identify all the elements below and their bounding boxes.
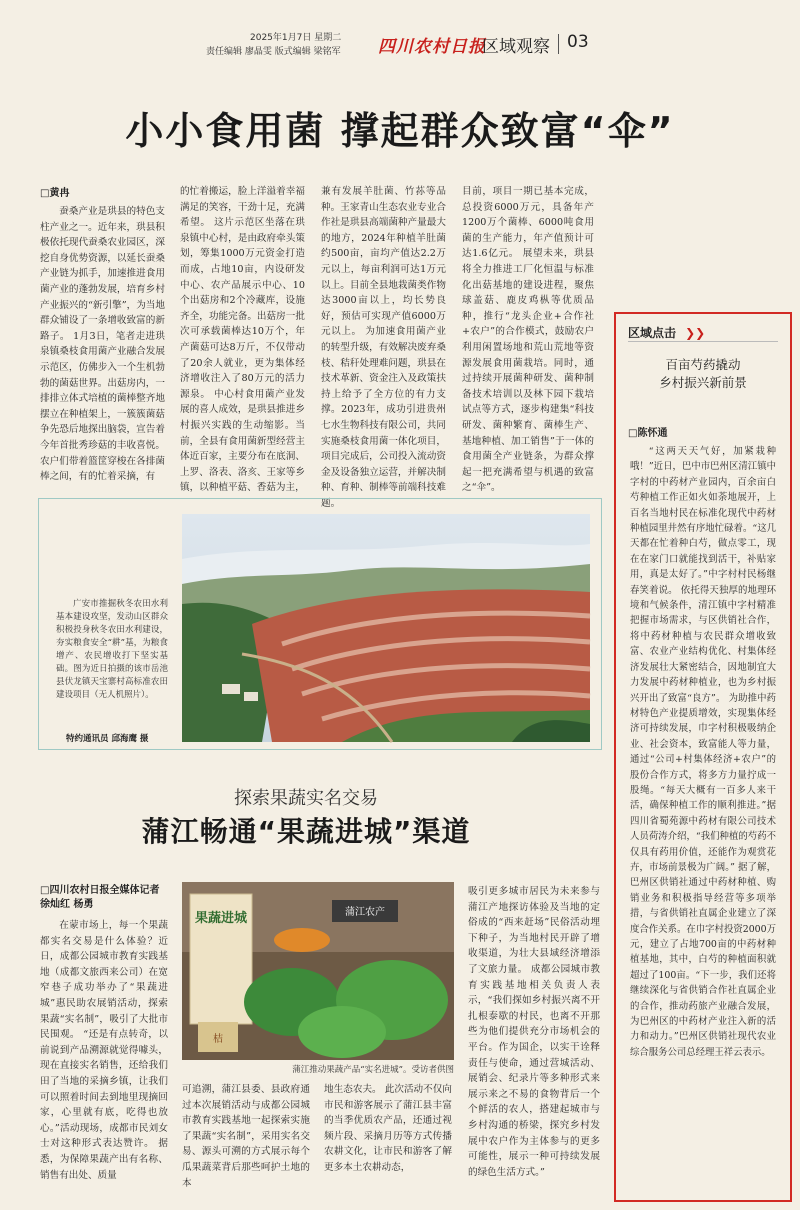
double-chevron-icon: ❯❯: [685, 326, 706, 340]
article1-col3: [321, 184, 446, 509]
article2-col4: [468, 884, 600, 1200]
article2-kicker: 探索果蔬实名交易: [234, 788, 378, 809]
article2-col2-text: 可追溯，蒲江县委、县政府通过本次展销活动与成都公园城市教育实践基地一起探索实施了果蔬“实名制”，采用实名交易、源头可溯的方式展示每个瓜果蔬菜背后那些呵护土地的本: [182, 1084, 310, 1189]
photo1-image: [182, 514, 590, 742]
photo1-caption-box: [56, 598, 168, 702]
article1-col2-text: 的忙着搬运，脸上洋溢着幸福满足的笑容，干劲十足，充满希望。 这片示范区坐落在珙泉镇中心村，是由政府牵头策划，筹集1000万元资金打造而成，占地10亩，内设研发中心、农产品展示中心、10个出菇房和2个冷藏库，设施齐全，功能完备。出菇房一批次可承载菌棒达10万个，年产菌菇可达8万斤，不仅带动了20余人就业，更为集体经济增收注入了80万元的活力源泉。 中心村食用菌产业发展的喜人成效，是珙县推进乡村振兴实践的生动缩影。当前，全县有食用菌新型经营主体近百家，主要分布在底洞、上罗、洛表、洛亥、王家等乡镇，以种植平菇、香菇为主，: [180, 186, 305, 494]
photo1-house-2: [244, 692, 258, 701]
photo2-banner-text: 果蔬进城: [194, 911, 248, 926]
sidebar-title-line1: 百亩芍药撬动: [665, 357, 741, 372]
article1-col3-text: 兼有发展羊肚菌、竹荪等品种。王家青山生态农业专业合作社是珙县高端菌种产量最大的地方，2024年种植羊肚菌约500亩，亩均产值达2.2万元以上，每亩利润可达1万元以上。目前全县地栽菌类作物达3000亩以上，均长势良好，预估可实现产值6000万元以上。 为加速食用菌产业的转型升级，有效解决废弃桑枝、秸秆处理难问题，珙县在技术革新、资金注入及政策扶持上给予了全方位的有力支撑。2023年，成功引进贵州七水生物科技有限公司，共同实施桑枝食用菌一体化项目，项目完成后，公司投入流动资金及设备独立运营，并解决制种、育种、制棒等前端科技难题。: [321, 186, 446, 509]
sidebar-tag-rule: [628, 341, 778, 342]
page-number: 03: [567, 32, 589, 52]
article2-col1-text: 在蒙市场上，每一个果蔬都实名交易是什么体验？近日，成都公园城市教育实践基地（成都文旅西来公司）在宽窄巷子成功举办了“果蔬进城”惠民助农展销活动，探索果蔬“实名制”，吸引了大批市民围观。 “还是有点转奇，以前说到产品溯源就觉得噱头，现在直接实名销售，还给我们田了当地的采摘乡镇，让我们可以照着时间去到地里现摘回家，心里就有底，吃得也放心。”活动现场，成都市民刘女士对这种形式表达赞许。 据悉，为保障果蔬产出有名称、销售有出处、质量: [40, 920, 168, 1181]
article1-col4: [462, 184, 594, 494]
editor-line: 责任编辑 廖晶雯 版式编辑 梁铭军: [206, 47, 341, 57]
article2-col2: [182, 1082, 310, 1189]
photo2-produce-basket: [274, 928, 330, 952]
headline-main: 小小食用菌 撑起群众致富“伞”: [125, 109, 675, 153]
masthead-divider: [558, 34, 559, 54]
article1-col4-text: 目前，项目一期已基本完成，总投资6000万元，具备年产1200万个菌棒、6000吨食用菌的生产能力，年产值预计可达1.6亿元。 展望未来，珙县将全力推进工厂化恒温与标准化出菇基地的建设进程，聚焦球盖菇、鹿皮鸡枞等优质品种，推行“龙头企业+合作社+农户”的合作模式，鼓励农户利用闲置场地和荒山荒地等资源发展食用菌栽培。同时，通过持续开展菌种研发、菌种制备技术培训以及林下园下栽培试点等方式，逐步构建集“科技研发、菌种繁育、菌棒生产、基地种植、加工销售”于一体的食用菌全产业链条，为群众撑起一把充满希望与机遇的致富之“伞”。: [462, 186, 594, 494]
article1-col1-text: 蚕桑产业是珙县的特色支柱产业之一。近年来，珙县积极依托现代蚕桑农业园区，深挖自身优势资源，以延长蚕桑产业链为抓手，加速推进食用菌产业的蓬勃发展，培育乡村产业振兴的“新引擎”，为当地群众铺设了一条增收致富的新路子。 1月3日，笔者走进珙泉镇桑枝食用菌产业融合发展示范区，仿佛步入一个生机勃勃的菌菇世界。出菇房内，一排排立体式培植的菌棒整齐地摆立在种植架上，一簇簇菌菇争先恐后地探出脑袋，宣告着今年首批秀珍菇的丰收喜悦。农户们带着篮筐穿梭在各排菌棒之间，有的忙着采摘，有: [40, 206, 165, 483]
article1-byline: □黄冉: [40, 188, 70, 199]
section-name: 区域观察: [482, 37, 550, 57]
sidebar-body-text: “这两天天气好，加紧栽种哦！”近日，巴中市巴州区清江镇中字村的中药材产业园内，百余亩白芍种植工作正如火如荼地展开，上百名当地村民在标准化现代中药材种植园里井然有序地忙碌着。“这几天都在忙着种白芍，做点零工，现在在家门口就能找到活干，补贴家用，真是太好了。”中字村村民杨继春笑着说。 依托得天独厚的地理环境和气候条件，清江镇中字村精准把握市场需求，与区供销社合作，将中药材种植与农民群众增收致富、农业产业结构优化、村集体经济发展壮大紧密结合，因地制宜大力发展中药材种植业，也为乡村振兴开出了致富“良方”。 为助推中药材特色产业提质增效，实现集体经济可持续发展，巾字村积极吸纳企业、社会资本，致富能人等力量，通过“公司+村集体经济+农户”的股份合作方式，将多方力量拧成一股绳。“每天大概有一百多人来干活，确保种植工作的顺利推进。”据四川省蜀苑源中药材有限公司技术人员荷涛介绍，“我们种植的芍药不仅具有药用价值，还能作为观赏花卉，市场前景极为广阔。” 据了解，巴州区供销社通过中药材种植、购销业务和积极指导经营等多项举措，与省供销社直属企业建立了深度合作关系。在巾字村投资2000万元，建立了占地700亩的中药材种植基地，其中，白芍的种植面积就超过了100亩。“下一步，我们还将继续深化与省供销合作社直属企业的合作，推动药旅产业融合发展，为巴州区的中药材产业注入新的活力和动力。”巴州区供销社现代农业综合服务公司总经理王祥云表示。: [630, 446, 776, 1058]
photo2-image: [182, 882, 454, 1060]
photo2-caption: 蒲江推动果蔬产品“实名进城”。受访者供图: [292, 1065, 454, 1075]
sidebar-body: [630, 444, 776, 1192]
article2-col4-text: 吸引更多城市居民为未来参与蒲江产地探访体验及当地的定俗成的“西来赶场”民俗活动埋下种子，为当地村民开辟了增收渠道，为壮大县域经济增添了文旅力量。 成都公园城市教育实践基地相关负责人表示，“我们探如乡村振兴离不开扎根泰歇的村民，也离不开那些为他们提供充分市场机会的平台。作为国企，以实干诠释责任与使命，通过营城活动、展销会、纪录片等多种形式来展示来之不易的食物背后一个个鲜活的农人，搭建起城市与乡村沟通的桥梁，探究乡村发展中农户作为主体参与的更多可能性，展示一种可持续发展的绿色生活方式。”: [468, 886, 600, 1178]
date-line: 2025年1月7日 星期二: [250, 33, 342, 43]
photo2-box-text: 桔: [213, 1034, 223, 1045]
article1-col2: [180, 184, 305, 496]
masthead: [0, 0, 800, 72]
sidebar-column-tag: [628, 322, 778, 341]
sidebar-byline: □陈怀通: [628, 428, 668, 439]
paper-name: 四川农村日报: [378, 37, 486, 57]
article2-col3-text: 地生态农夫。 此次活动不仅向市民和游客展示了蒲江县丰富的当季优质农产品，还通过视频片段、采摘月历等方式传播农耕文化，让市民和游客了解更多本土农耕动态，: [324, 1084, 452, 1173]
sidebar-tag-label: 区域点击: [628, 326, 677, 340]
article2-col1: [40, 918, 168, 1186]
photo1-credit: 特约通讯员 邱海鹰 摄: [66, 734, 149, 744]
article2-col3: [324, 1082, 452, 1186]
sidebar-title-line2: 乡村振兴新前景: [659, 375, 747, 390]
photo2-greens-front: [298, 1006, 386, 1058]
photo2-sign-text: 蒲江农产: [345, 907, 385, 918]
sidebar-title: [628, 356, 778, 392]
article2-headline: 蒲江畅通“果蔬进城”渠道: [141, 815, 471, 848]
article1-col1: [40, 204, 165, 496]
photo1-caption: 广安市推掘秋冬农田水利基本建设攻坚，发动山区群众积极投身秋冬农田水利建设，夯实粮食安全“耕”基，为粮食增产、农民增收打下坚实基础。图为近日拍摄的该市岳池县伏龙镇天宝寨村高标准农田建设项目（无人机照片）。: [56, 599, 168, 700]
photo1-house-1: [222, 684, 240, 694]
article2-byline: □四川农村日报全媒体记者 徐灿红 杨勇: [40, 885, 160, 910]
